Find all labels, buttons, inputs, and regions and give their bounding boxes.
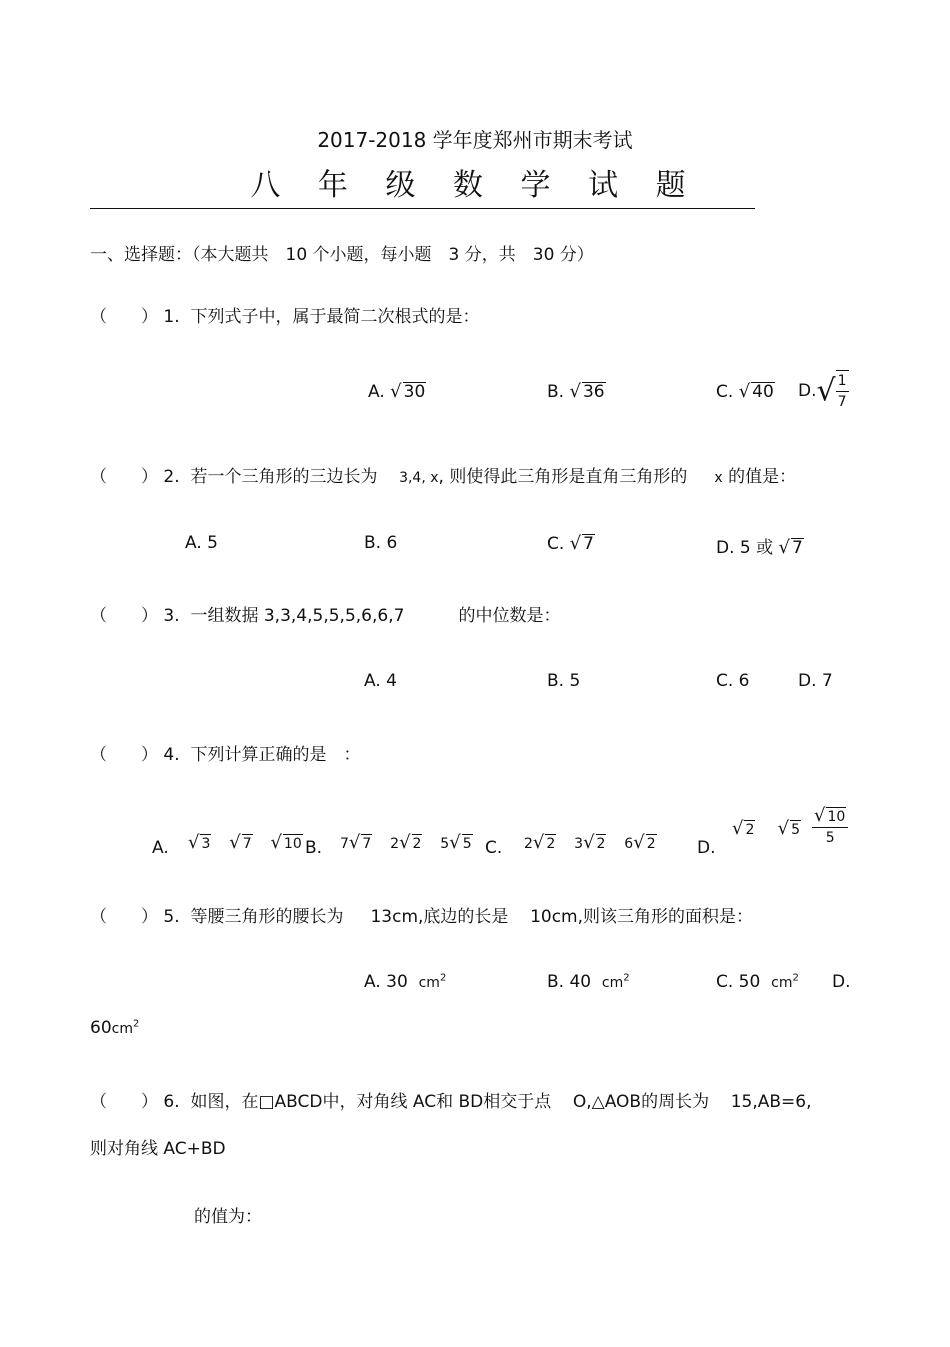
q4-option-b: 7√ 7 2√ 2 5√ 5: [340, 832, 472, 853]
radical-icon: √: [633, 832, 645, 853]
q5-option-b: B. 40 $cm^2$: [547, 972, 630, 992]
q5-option-d-value: $60cm^2$: [90, 1018, 140, 1038]
radical-icon: √: [270, 832, 282, 853]
question-text: 下列式子中，属于最简二次根式的是：: [190, 307, 480, 327]
q3-option-d: D. 7: [798, 671, 833, 691]
answer-paren: （ ）: [90, 307, 158, 327]
title-underline: [90, 208, 755, 209]
q4-option-d: √ 2 √ 5: [732, 818, 801, 839]
question-3: （ ） 3. 一组数据 3,3,4,5,5,5,6,6,7 的中位数是：: [90, 606, 561, 626]
q4-option-d-fraction: $\frac{√ 10}{5}$: [812, 806, 848, 848]
radical-icon: √: [188, 832, 200, 853]
radical-icon: √: [569, 533, 582, 554]
q5-option-a: A. 30 $cm^2$: [364, 972, 447, 992]
radical-icon: √: [449, 832, 461, 853]
q1-option-b: B. √ 36: [547, 381, 605, 402]
radical-icon: √: [569, 381, 581, 402]
radical-icon: √: [583, 832, 595, 853]
q4-option-b-label: B.: [305, 838, 323, 858]
q1-option-c: C. √ 40: [716, 381, 774, 402]
radical-icon: √: [348, 832, 361, 853]
radical-icon: √: [778, 537, 791, 558]
q2-option-b: B. 6: [364, 533, 398, 553]
question-6-line2: 则对角线 AC+BD: [90, 1139, 226, 1159]
q5-option-c: C. 50 $cm^2$: [716, 972, 799, 992]
question-6-line3: 的值为：: [194, 1207, 262, 1227]
q1-option-d: D.√ $\frac{1}{7}$: [798, 370, 849, 412]
question-1: [90, 302, 479, 327]
question-number: 1.: [163, 307, 180, 327]
radical-icon: √: [399, 832, 411, 853]
q4-option-a-label: A.: [152, 838, 169, 858]
q3-option-c: C. 6: [716, 671, 750, 691]
question-5: （ ） 5. 等腰三角形的腰长为 13cm,底边的长是 10cm,则该三角形的面积是：: [90, 907, 754, 927]
radical-icon: √: [229, 832, 241, 853]
q2-option-c: C. √ 7: [547, 533, 594, 554]
q5-option-d-label: D.: [832, 972, 851, 992]
radical-icon: √: [532, 832, 545, 853]
q3-option-b: B. 5: [547, 671, 581, 691]
q4-option-d-label: D.: [697, 838, 716, 858]
q2-option-a: A. 5: [185, 533, 218, 553]
question-6: （ ） 6. 如图，在□ABCD中，对角线 AC和 BD相交于点 O,△AOB的周长为 15,AB=6,: [90, 1092, 812, 1112]
radical-icon: √: [816, 373, 836, 409]
q1-option-a: A. √ 30: [368, 381, 426, 402]
radical-icon: √: [738, 381, 751, 402]
section-heading: 一、选择题：（本大题共 10 个小题，每小题 3 分，共 30 分）: [90, 245, 594, 265]
q4-option-a: √ 3 √ 7 √ 10: [188, 832, 302, 853]
radical-icon: √: [390, 381, 402, 402]
exam-title-line1: 2017-2018 学年度郑州市期末考试: [317, 128, 633, 152]
q4-option-c-label: C.: [485, 838, 503, 858]
q2-option-d: D. 5 或 √ 7: [716, 537, 803, 558]
exam-title-line2: 八 年 级 数 学 试 题: [250, 168, 700, 203]
q4-option-c: 2√ 2 3√ 2 6√ 2: [524, 832, 656, 853]
question-4: （ ） 4. 下列计算正确的是 ：: [90, 745, 361, 765]
q3-option-a: A. 4: [364, 671, 397, 691]
radical-icon: √: [732, 818, 744, 839]
radical-icon: √: [814, 805, 826, 826]
question-2: （ ） 2. 若一个三角形的三边长为 3,4, x, 则使得此三角形是直角三角形的 x 的值是：: [90, 467, 797, 487]
radical-icon: √: [777, 818, 790, 839]
